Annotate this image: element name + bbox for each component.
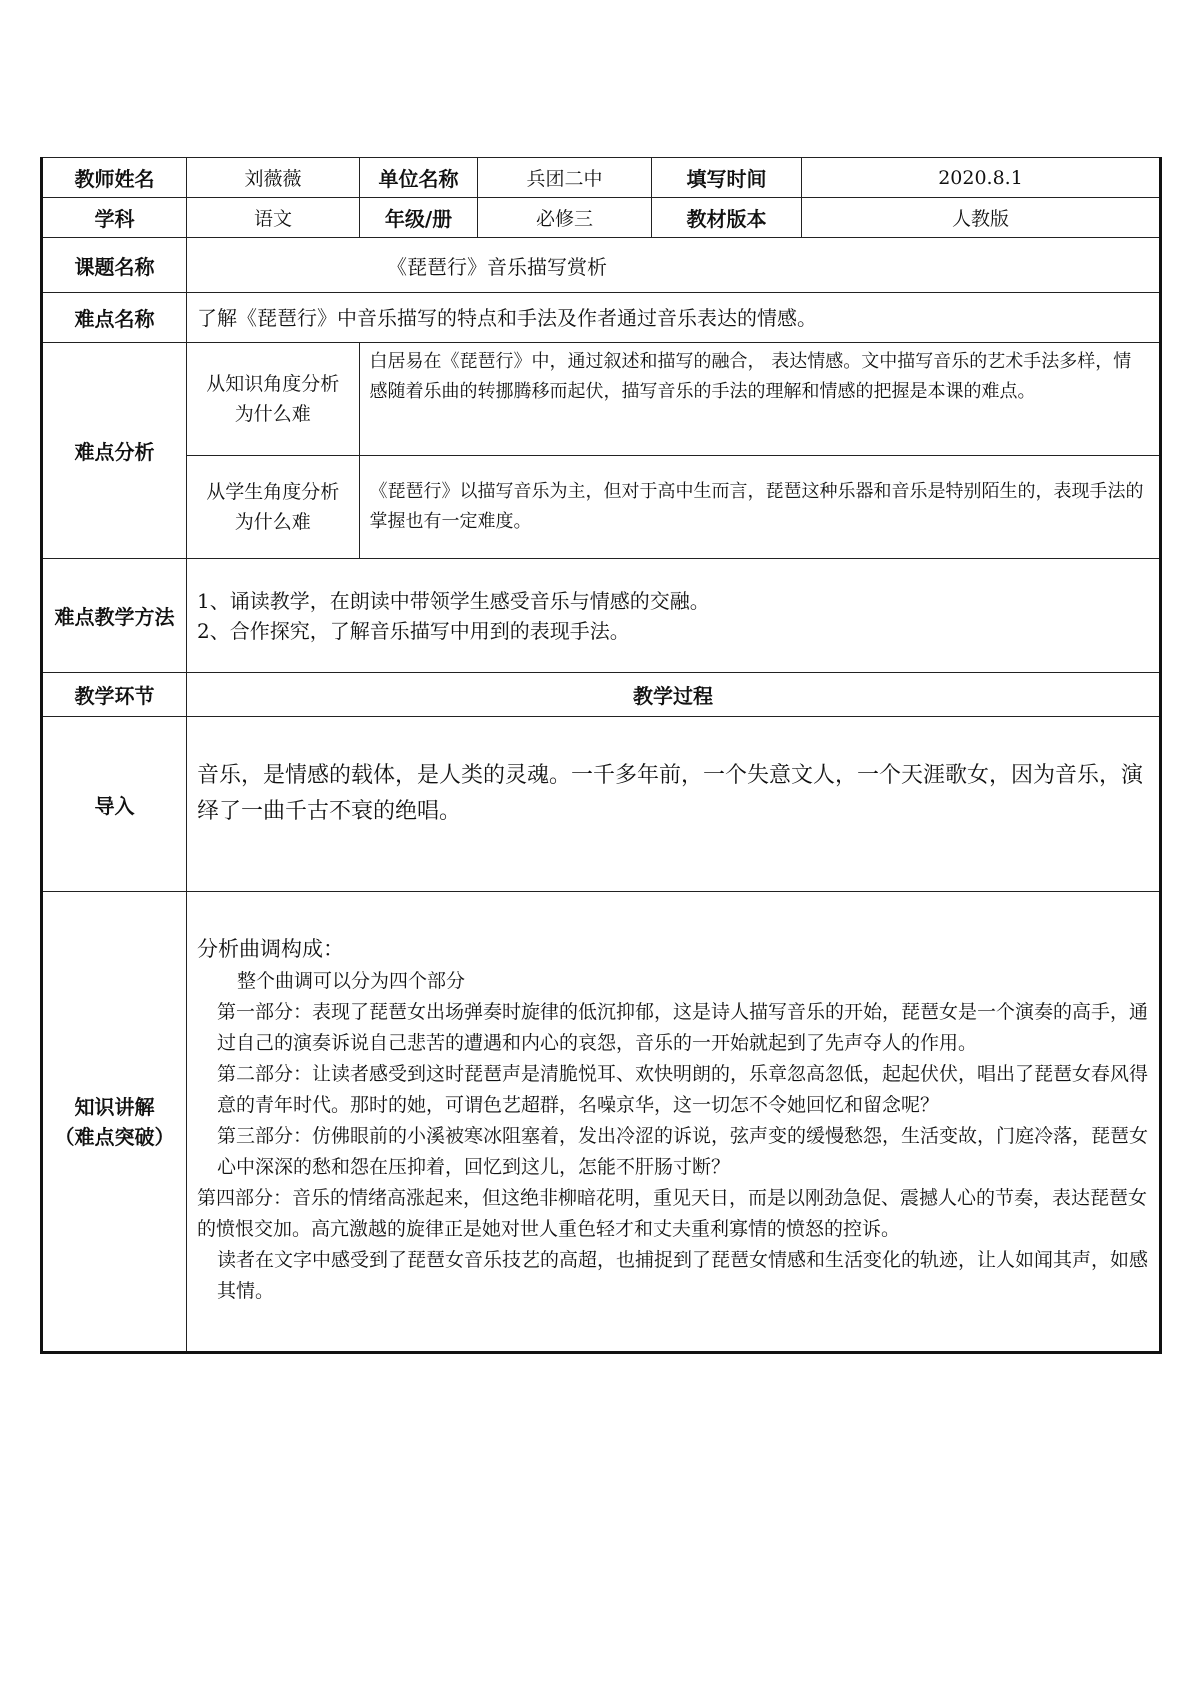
student-angle-label: 从学生角度分析为什么难 xyxy=(187,455,359,558)
knowledge-label-main: 知识讲解 xyxy=(74,1094,155,1119)
method-item: 1、诵读教学，在朗读中带领学生感受音乐与情感的交融。 xyxy=(197,588,710,613)
topic-label: 课题名称 xyxy=(42,238,187,293)
time-value: 2020.8.1 xyxy=(802,158,1161,198)
grade-label: 年级/册 xyxy=(360,198,478,238)
teacher-label: 教师姓名 xyxy=(42,158,187,198)
knowledge-angle-label: 从知识角度分析为什么难 xyxy=(187,343,359,455)
teacher-value: 刘薇薇 xyxy=(187,158,360,198)
knowledge-heading: 分析曲调构成： xyxy=(197,937,344,961)
unit-value: 兵团二中 xyxy=(478,158,652,198)
student-angle-text: 《琵琶行》以描写音乐为主，但对于高中生而言，琵琶这种乐器和音乐是特别陌生的，表现手法的掌握也有一定难度。 xyxy=(359,455,1159,558)
knowledge-part-2: 第二部分：让读者感受到这时琵琶声是清脆悦耳、欢快明朗的，乐章忽高忽低，起起伏伏，唱出了琵琶女春风得意的青年时代。那时的她，可谓色艺超群，名噪京华，这一切怎不令她回忆和留念呢？ xyxy=(217,1063,1149,1116)
analysis-block xyxy=(187,343,1161,559)
time-label: 填写时间 xyxy=(652,158,802,198)
grade-value: 必修三 xyxy=(478,198,652,238)
knowledge-label xyxy=(42,892,187,1353)
analysis-label: 难点分析 xyxy=(42,343,187,559)
process-header: 教学过程 xyxy=(187,673,1161,717)
textbook-value: 人教版 xyxy=(802,198,1161,238)
knowledge-conclusion: 读者在文字中感受到了琵琶女音乐技艺的高超，也捕捉到了琵琶女情感和生活变化的轨迹，让人如闻其声，如感其情。 xyxy=(217,1249,1149,1302)
subject-value: 语文 xyxy=(187,198,360,238)
textbook-label: 教材版本 xyxy=(652,198,802,238)
method-list xyxy=(187,559,1161,673)
knowledge-part-3: 第三部分：仿佛眼前的小溪被寒冰阻塞着，发出冷涩的诉说，弦声变的缓慢愁怨，生活变故，门庭冷落，琵琶女心中深深的愁和怨在压抑着，回忆到这儿，怎能不肝肠寸断？ xyxy=(217,1125,1149,1178)
knowledge-part-1: 第一部分：表现了琵琶女出场弹奏时旋律的低沉抑郁，这是诗人描写音乐的开始，琵琶女是一个演奏的高手，通过自己的演奏诉说自己悲苦的遭遇和内心的哀怨，音乐的一开始就起到了先声夺人的作用。 xyxy=(217,1001,1149,1054)
lesson-plan-table xyxy=(40,157,1162,1354)
knowledge-content xyxy=(187,892,1161,1353)
process-stage-label: 教学环节 xyxy=(42,673,187,717)
knowledge-intro-line: 整个曲调可以分为四个部分 xyxy=(237,970,466,992)
intro-text: 音乐，是情感的载体，是人类的灵魂。一千多年前，一个失意文人，一个天涯歌女，因为音乐，演绎了一曲千古不衰的绝唱。 xyxy=(187,717,1161,892)
lesson-plan-document xyxy=(40,157,1159,1354)
knowledge-angle-text: 白居易在《琵琶行》中，通过叙述和描写的融合， 表达情感。文中描写音乐的艺术手法多样，情感随着乐曲的转挪腾移而起伏，描写音乐的手法的理解和情感的把握是本课的难点。 xyxy=(359,343,1159,455)
subject-label: 学科 xyxy=(42,198,187,238)
intro-label: 导入 xyxy=(42,717,187,892)
unit-label: 单位名称 xyxy=(360,158,478,198)
difficulty-value: 了解《琵琶行》中音乐描写的特点和手法及作者通过音乐表达的情感。 xyxy=(187,293,1161,343)
knowledge-label-sub: （难点突破） xyxy=(54,1124,175,1149)
method-label: 难点教学方法 xyxy=(42,559,187,673)
method-item: 2、合作探究，了解音乐描写中用到的表现手法。 xyxy=(197,618,630,643)
knowledge-part-4: 第四部分：音乐的情绪高涨起来，但这绝非柳暗花明，重见天日，而是以刚劲急促、震撼人心的节奏，表达琵琶女的愤恨交加。高亢激越的旋律正是她对世人重色轻才和丈夫重利寡情的愤怒的控诉。 xyxy=(197,1187,1148,1240)
topic-value: 《琵琶行》音乐描写赏析 xyxy=(187,238,1161,293)
analysis-subtable xyxy=(187,343,1159,558)
difficulty-label: 难点名称 xyxy=(42,293,187,343)
